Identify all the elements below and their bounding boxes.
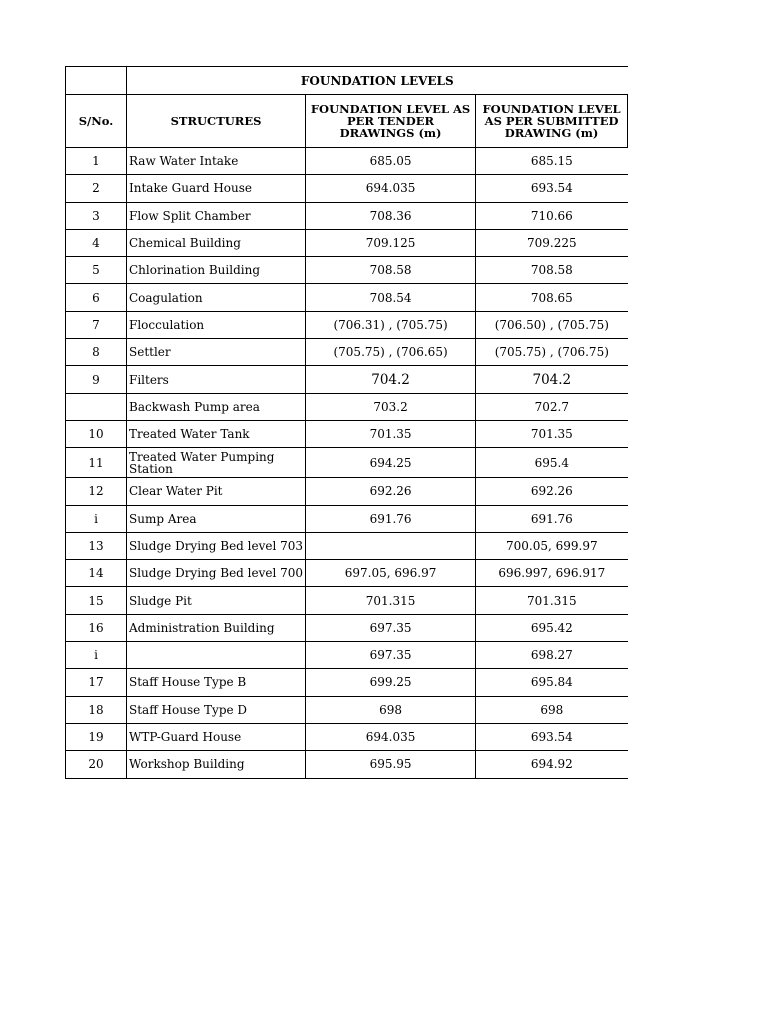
- row-tender-level: 699.25: [306, 669, 476, 696]
- row-submitted-level: 708.65: [476, 284, 628, 311]
- group-header-foundation-levels: FOUNDATION LEVELS: [127, 67, 628, 95]
- row-sno: 15: [66, 587, 127, 614]
- row-structure: Treated Water Pumping Station: [127, 448, 306, 478]
- table-row: [66, 669, 628, 696]
- row-submitted-level: 685.15: [476, 148, 628, 175]
- row-sno: 12: [66, 478, 127, 505]
- row-submitted-level: 695.84: [476, 669, 628, 696]
- row-tender-level: 697.35: [306, 614, 476, 641]
- table-row: [66, 148, 628, 175]
- table-row: [66, 751, 628, 778]
- row-sno: 3: [66, 202, 127, 229]
- row-sno: [66, 393, 127, 420]
- row-sno: 2: [66, 175, 127, 202]
- row-tender-level: 698: [306, 696, 476, 723]
- row-tender-level: 708.58: [306, 257, 476, 284]
- row-structure: Raw Water Intake: [127, 148, 306, 175]
- row-structure: Administration Building: [127, 614, 306, 641]
- row-submitted-level: 701.315: [476, 587, 628, 614]
- row-tender-level: 697.35: [306, 642, 476, 669]
- row-submitted-level: 695.42: [476, 614, 628, 641]
- row-structure: Flow Split Chamber: [127, 202, 306, 229]
- table-row: [66, 532, 628, 559]
- table-row: [66, 202, 628, 229]
- row-tender-level: 685.05: [306, 148, 476, 175]
- row-sno: i: [66, 642, 127, 669]
- row-structure: Staff House Type D: [127, 696, 306, 723]
- row-submitted-level: 708.58: [476, 257, 628, 284]
- row-tender-level: (705.75) , (706.65): [306, 339, 476, 366]
- row-sno: 10: [66, 420, 127, 447]
- table-row: [66, 339, 628, 366]
- row-sno: 14: [66, 560, 127, 587]
- row-tender-level: 708.54: [306, 284, 476, 311]
- header-submitted-level: FOUNDATION LEVEL AS PER SUBMITTED DRAWING (m): [476, 95, 628, 148]
- row-tender-level: 694.035: [306, 723, 476, 750]
- row-submitted-level: 696.997, 696.917: [476, 560, 628, 587]
- row-submitted-level: 691.76: [476, 505, 628, 532]
- row-tender-level: 703.2: [306, 393, 476, 420]
- row-submitted-level: 695.4: [476, 448, 628, 478]
- row-tender-level: 695.95: [306, 751, 476, 778]
- table-body: [66, 67, 628, 779]
- row-tender-level: 704.2: [306, 366, 476, 393]
- table-row: [66, 175, 628, 202]
- group-header-row: [66, 67, 628, 95]
- row-structure: Coagulation: [127, 284, 306, 311]
- table-row: [66, 229, 628, 256]
- row-submitted-level: 702.7: [476, 393, 628, 420]
- table-row: [66, 614, 628, 641]
- table-row: [66, 642, 628, 669]
- row-tender-level: 692.26: [306, 478, 476, 505]
- row-tender-level: 708.36: [306, 202, 476, 229]
- table-row: [66, 284, 628, 311]
- column-header-row: [66, 95, 628, 148]
- foundation-levels-table: [65, 66, 628, 779]
- row-sno: 1: [66, 148, 127, 175]
- row-structure: Chemical Building: [127, 229, 306, 256]
- table-row: [66, 723, 628, 750]
- row-submitted-level: 692.26: [476, 478, 628, 505]
- row-structure: Filters: [127, 366, 306, 393]
- row-submitted-level: 704.2: [476, 366, 628, 393]
- table-row: [66, 311, 628, 338]
- row-sno: 11: [66, 448, 127, 478]
- row-tender-level: [306, 532, 476, 559]
- empty-corner-cell: [66, 67, 127, 95]
- row-structure: Sludge Drying Bed level 700: [127, 560, 306, 587]
- table-row: [66, 587, 628, 614]
- row-structure: Staff House Type B: [127, 669, 306, 696]
- row-tender-level: 694.035: [306, 175, 476, 202]
- row-sno: 9: [66, 366, 127, 393]
- row-structure: [127, 642, 306, 669]
- row-submitted-level: 709.225: [476, 229, 628, 256]
- row-submitted-level: 698.27: [476, 642, 628, 669]
- row-tender-level: 697.05, 696.97: [306, 560, 476, 587]
- row-structure: Sump Area: [127, 505, 306, 532]
- row-sno: 18: [66, 696, 127, 723]
- row-structure: Clear Water Pit: [127, 478, 306, 505]
- row-sno: 20: [66, 751, 127, 778]
- row-structure: Sludge Drying Bed level 703: [127, 532, 306, 559]
- row-sno: 8: [66, 339, 127, 366]
- table-row: [66, 366, 628, 393]
- row-sno: 17: [66, 669, 127, 696]
- row-sno: 16: [66, 614, 127, 641]
- row-structure: Backwash Pump area: [127, 393, 306, 420]
- header-structures: STRUCTURES: [127, 95, 306, 148]
- row-structure: WTP-Guard House: [127, 723, 306, 750]
- row-sno: i: [66, 505, 127, 532]
- row-tender-level: 701.35: [306, 420, 476, 447]
- row-tender-level: 694.25: [306, 448, 476, 478]
- row-sno: 13: [66, 532, 127, 559]
- row-submitted-level: 698: [476, 696, 628, 723]
- table-row: [66, 560, 628, 587]
- table-row: [66, 478, 628, 505]
- row-structure: Settler: [127, 339, 306, 366]
- row-structure: Workshop Building: [127, 751, 306, 778]
- row-structure: Sludge Pit: [127, 587, 306, 614]
- row-structure: Intake Guard House: [127, 175, 306, 202]
- row-submitted-level: 694.92: [476, 751, 628, 778]
- table-row: [66, 448, 628, 478]
- row-structure: Flocculation: [127, 311, 306, 338]
- row-sno: 7: [66, 311, 127, 338]
- row-tender-level: (706.31) , (705.75): [306, 311, 476, 338]
- row-structure: Chlorination Building: [127, 257, 306, 284]
- row-sno: 6: [66, 284, 127, 311]
- row-sno: 19: [66, 723, 127, 750]
- table-row: [66, 393, 628, 420]
- row-sno: 4: [66, 229, 127, 256]
- row-submitted-level: 693.54: [476, 175, 628, 202]
- row-tender-level: 701.315: [306, 587, 476, 614]
- row-submitted-level: (705.75) , (706.75): [476, 339, 628, 366]
- row-submitted-level: 693.54: [476, 723, 628, 750]
- row-tender-level: 709.125: [306, 229, 476, 256]
- row-submitted-level: (706.50) , (705.75): [476, 311, 628, 338]
- row-submitted-level: 710.66: [476, 202, 628, 229]
- row-sno: 5: [66, 257, 127, 284]
- header-tender-level: FOUNDATION LEVEL AS PER TENDER DRAWINGS (m): [306, 95, 476, 148]
- table-row: [66, 505, 628, 532]
- row-submitted-level: 701.35: [476, 420, 628, 447]
- table-row: [66, 420, 628, 447]
- row-submitted-level: 700.05, 699.97: [476, 532, 628, 559]
- row-tender-level: 691.76: [306, 505, 476, 532]
- row-structure: Treated Water Tank: [127, 420, 306, 447]
- header-sno: S/No.: [66, 95, 127, 148]
- table-row: [66, 696, 628, 723]
- table-row: [66, 257, 628, 284]
